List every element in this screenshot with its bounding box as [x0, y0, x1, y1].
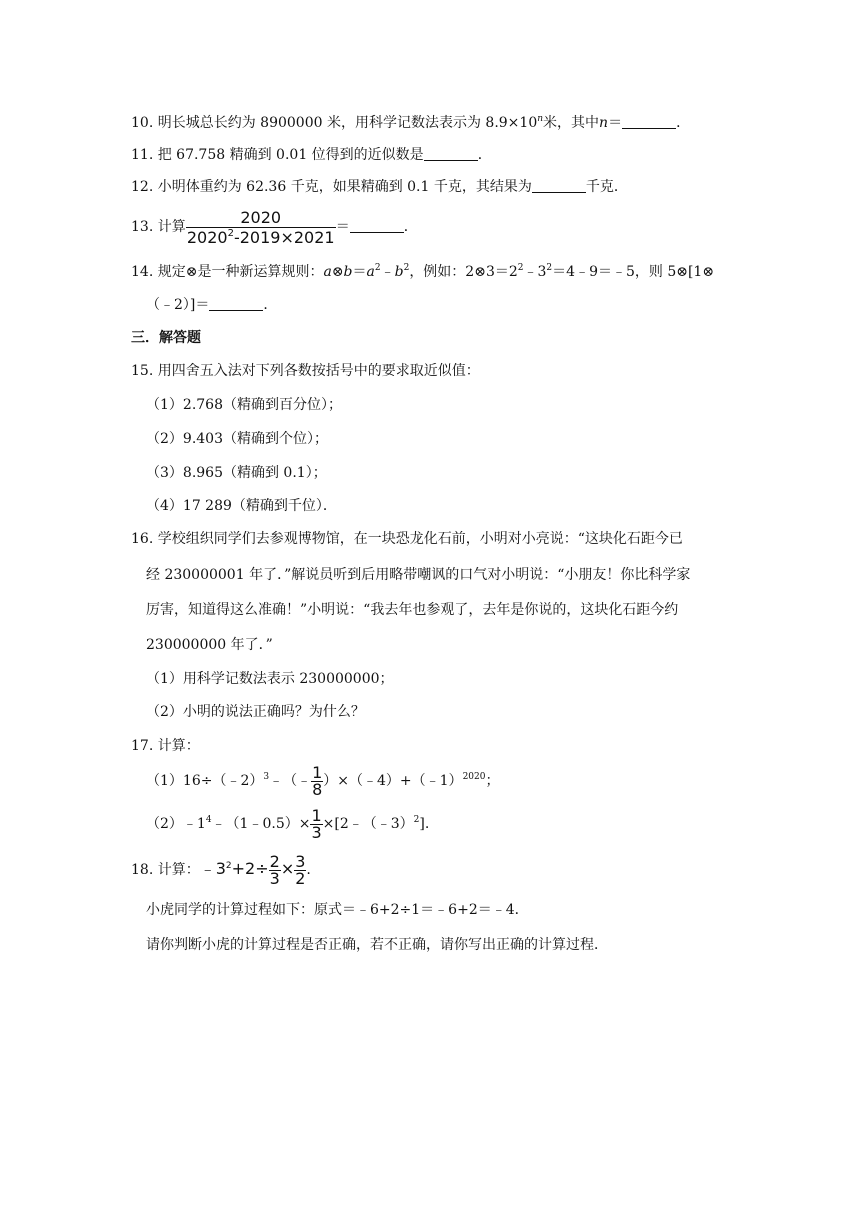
expression-part: ﹣3 — [199, 859, 226, 878]
question-text: ＝ — [608, 115, 623, 131]
variable: a — [366, 264, 375, 280]
expression: ×[2﹣（﹣3） — [322, 816, 414, 832]
exponent: 2 — [225, 861, 232, 871]
question-number: 15. — [131, 363, 154, 379]
punctuation: ． — [676, 115, 691, 131]
exponent: 2 — [403, 263, 410, 273]
operator: ⊗ — [331, 264, 344, 280]
answer-blank[interactable] — [424, 146, 478, 161]
fraction-denominator: 3 — [311, 822, 322, 842]
question-number: 12. — [131, 179, 154, 195]
operator: × — [280, 859, 295, 878]
fraction-denominator: 2 — [295, 868, 306, 888]
denominator-part: -2019×2021 — [233, 227, 335, 247]
expression: ﹣（﹣ — [269, 773, 312, 789]
q18-line-3: 请你判断小虎的计算过程是否正确，若不正确，请你写出正确的计算过程． — [146, 937, 608, 953]
punctuation: ． — [477, 147, 492, 163]
punctuation: ； — [485, 773, 500, 789]
exponent: 2 — [413, 815, 420, 825]
fraction-numerator: 2 — [269, 851, 280, 871]
question-number: 14. — [131, 264, 154, 280]
q16-line-4: 230000000 年了．” — [146, 637, 273, 653]
question-number: 17. — [131, 738, 154, 754]
exponent: n — [537, 114, 544, 124]
fraction — [294, 851, 306, 888]
question-number: 18. — [131, 862, 154, 878]
section-title: 三．解答题 — [131, 330, 201, 346]
exponent: 2 — [517, 263, 524, 273]
variable: b — [343, 264, 353, 280]
exponent: 2 — [546, 263, 553, 273]
punctuation: ． — [403, 219, 418, 235]
q17-part-2 — [146, 805, 429, 843]
fraction — [311, 762, 323, 799]
question-number: 11. — [131, 147, 154, 163]
q16-item-1: （1）用科学记数法表示 230000000； — [146, 671, 394, 687]
question-16 — [131, 529, 683, 549]
operator: ﹣ — [380, 264, 395, 280]
fraction-numerator: 3 — [295, 851, 306, 871]
question-text: ＝4﹣9＝﹣5，则 5⊗[1⊗ — [552, 264, 715, 280]
expression — [200, 859, 269, 878]
exponent: 3 — [263, 772, 270, 782]
q15-item-2: （2）9.403（精确到个位）； — [146, 431, 328, 447]
q16-line-3: 厉害，知道得这么准确！”小明说：“我去年也参观了，去年是你说的，这块化石距今约 — [146, 602, 679, 618]
fraction-denominator: 8 — [312, 779, 323, 799]
q15-item-1: （1）2.768（精确到百分位）； — [146, 397, 342, 413]
question-text: ，例如：2⊗3＝2 — [409, 264, 518, 280]
answer-blank[interactable] — [622, 114, 676, 129]
punctuation: ]. — [419, 816, 430, 832]
answer-blank[interactable] — [209, 296, 263, 311]
question-13 — [131, 207, 418, 247]
punctuation: ． — [263, 297, 278, 313]
question-12 — [131, 177, 628, 197]
expression: （1）16÷（﹣2） — [146, 773, 264, 789]
question-text: （﹣2）]＝ — [146, 297, 210, 313]
variable: n — [599, 115, 609, 131]
fraction-denominator — [186, 228, 336, 247]
fraction — [269, 851, 281, 888]
expression: ﹣（1﹣0.5）× — [211, 816, 311, 832]
question-number: 10. — [131, 115, 154, 131]
question-number: 13. — [131, 219, 154, 235]
question-text: 计算： — [157, 862, 200, 878]
fraction-denominator: 3 — [269, 868, 280, 888]
question-text: 计算 — [157, 219, 186, 235]
question-text: 用四舍五入法对下列各数按括号中的要求取近似值： — [157, 363, 480, 379]
q15-item-4: （4）17 289（精确到千位）． — [146, 498, 337, 514]
question-11 — [131, 145, 492, 165]
q18-line-2: 小虎同学的计算过程如下：原式＝﹣6+2÷1＝﹣6+2＝﹣4． — [146, 902, 529, 918]
fraction-numerator: 1 — [312, 762, 323, 782]
question-14-line2 — [146, 295, 277, 315]
expression: ）×（﹣4）+（﹣1） — [323, 773, 463, 789]
equals-sign: ＝ — [335, 219, 350, 235]
variable: b — [394, 264, 404, 280]
question-text: 明长城总长约为 8900000 米，用科学记数法表示为 8.9×10 — [157, 115, 538, 131]
question-text: 米，其中 — [543, 115, 600, 131]
question-15 — [131, 361, 480, 381]
question-text: ﹣3 — [523, 264, 547, 280]
exponent: 4 — [205, 815, 212, 825]
answer-blank[interactable] — [532, 178, 586, 193]
expression-part: +2÷ — [231, 859, 269, 878]
question-text: 计算： — [157, 738, 200, 754]
q16-line-2: 经 230000001 年了．”解说员听到后用略带嘲讽的口气对小明说：“小朋友！你比科学家 — [146, 567, 691, 583]
question-text: 学校组织同学们去参观博物馆，在一块恐龙化石前，小明对小亮说：“这块化石距今已 — [157, 531, 683, 547]
question-14 — [131, 262, 714, 282]
q16-item-2: （2）小明的说法正确吗？为什么？ — [146, 704, 365, 720]
q15-item-3: （3）8.965（精确到 0.1）； — [146, 465, 327, 481]
question-10 — [131, 113, 690, 133]
exponent: 2 — [227, 227, 234, 239]
question-text: 千克． — [585, 179, 628, 195]
denominator-part: 2020 — [186, 227, 228, 247]
exponent: 2 — [374, 263, 381, 273]
question-number: 16. — [131, 531, 154, 547]
question-18 — [131, 850, 311, 889]
exponent: 2020 — [462, 772, 486, 782]
fraction-numerator: 1 — [311, 805, 322, 825]
question-text: 规定⊗是一种新运算规则： — [157, 264, 324, 280]
answer-blank[interactable] — [350, 218, 404, 233]
variable: a — [323, 264, 332, 280]
fraction-numerator: 2020 — [186, 208, 336, 228]
question-17 — [131, 736, 200, 756]
question-text: 把 67.758 精确到 0.01 位得到的近似数是 — [157, 147, 424, 163]
question-text: 小明体重约为 62.36 千克，如果精确到 0.1 千克，其结果为 — [157, 179, 532, 195]
equals-sign: ＝ — [352, 264, 367, 280]
fraction — [310, 805, 322, 842]
punctuation: . — [306, 862, 311, 878]
fraction — [186, 208, 336, 247]
q17-part-1 — [146, 762, 499, 800]
expression: （2）﹣1 — [146, 816, 206, 832]
